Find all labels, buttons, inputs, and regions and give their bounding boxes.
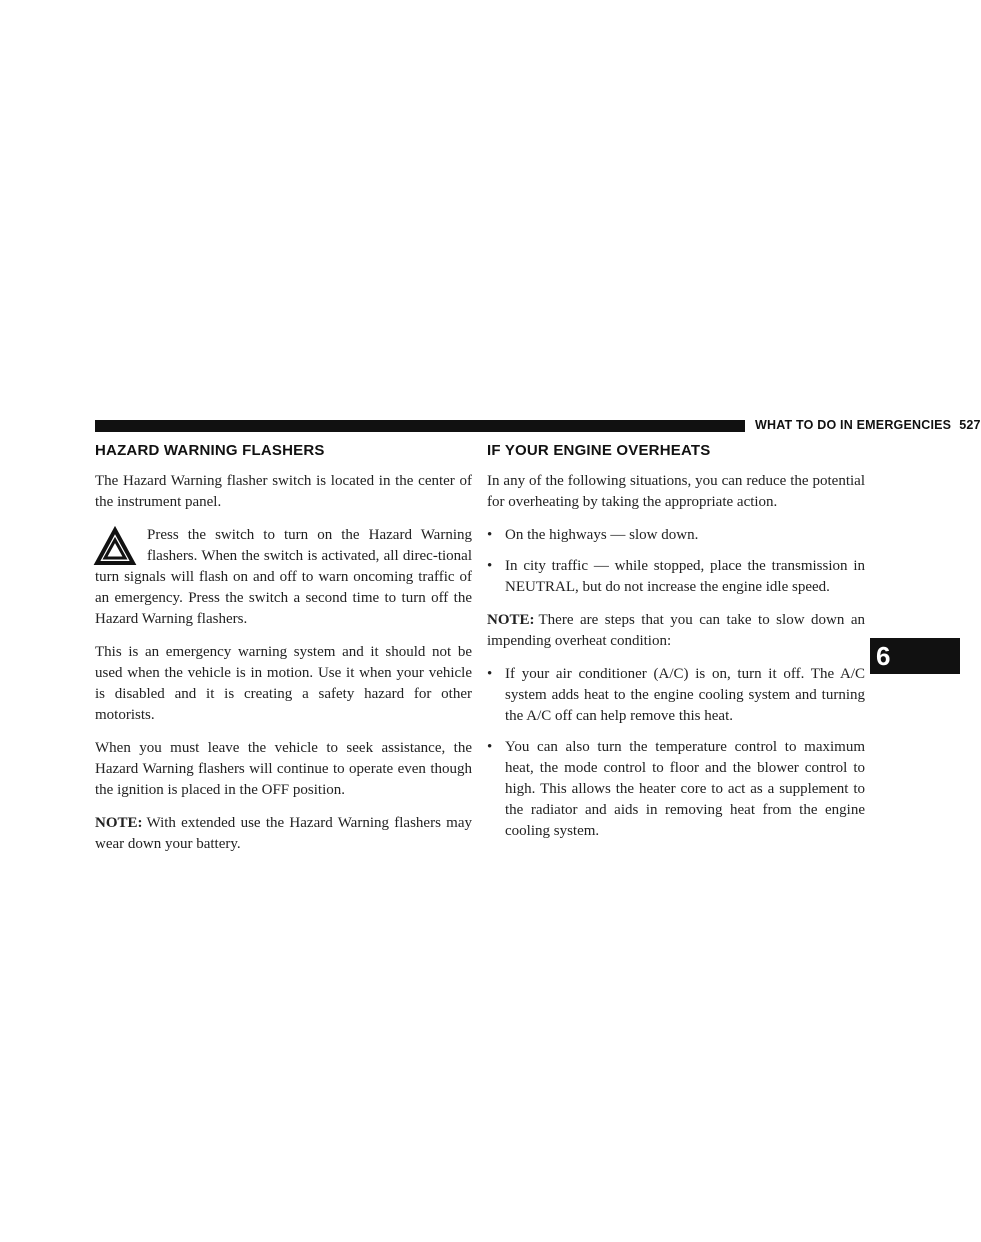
- list-item: • You can also turn the temperature control to maximum heat, the mode control to floor and the blower control to high. This allows the heater core to act as a supplement to the radiator and aids in removing heat from the engine cooling system.: [487, 739, 865, 839]
- bullet-icon: •: [487, 527, 493, 543]
- overheat-note: [487, 610, 865, 652]
- note-text: With extended use the Hazard Warning flashers may wear down your battery.: [95, 815, 472, 852]
- hazard-location-paragraph: The Hazard Warning flasher switch is located in the center of the instrument panel.: [95, 473, 472, 510]
- hazard-switch-paragraph: [95, 525, 472, 630]
- note-label: NOTE:: [95, 815, 143, 831]
- header-rule: [95, 420, 745, 432]
- list-item: • On the highways — slow down.: [487, 525, 865, 546]
- hazard-note: [95, 813, 472, 855]
- overheat-steps-list: [487, 664, 865, 842]
- note-text: There are steps that you can take to slow down an impending overheat condition:: [487, 612, 865, 649]
- overheat-situation-list: [487, 525, 865, 598]
- list-item: • If your air conditioner (A/C) is on, turn it off. The A/C system adds heat to the engine cooling system and turning the A/C off can help remove this heat.: [487, 666, 865, 724]
- right-column: [487, 442, 865, 854]
- hazard-leave-vehicle-paragraph: When you must leave the vehicle to seek assistance, the Hazard Warning flashers will continue to operate even though the ignition is placed in the OFF position.: [95, 740, 472, 798]
- bullet-icon: •: [487, 739, 493, 755]
- bullet-icon: •: [487, 558, 493, 574]
- left-column: [95, 442, 472, 867]
- note-label: NOTE:: [487, 612, 535, 628]
- page-number: 527: [959, 418, 981, 432]
- section-title: WHAT TO DO IN EMERGENCIES: [755, 418, 952, 432]
- hazard-usage-paragraph: This is an emergency warning system and it should not be used when the vehicle is in motion. Use it when your vehicle is disabled and it is creating a safety hazard for other motorists.: [95, 644, 472, 723]
- overheat-heading: IF YOUR ENGINE OVERHEATS: [487, 442, 711, 459]
- bullet-icon: •: [487, 666, 493, 682]
- list-item: • In city traffic — while stopped, place the transmission in NEUTRAL, but do not increase the engine idle speed.: [487, 558, 865, 595]
- running-header: [755, 418, 981, 432]
- overheat-intro: In any of the following situations, you can reduce the potential for overheating by taking the appropriate action.: [487, 473, 865, 510]
- hazard-triangle-icon: [95, 527, 135, 567]
- chapter-tab: 6: [870, 638, 960, 674]
- hazard-heading: HAZARD WARNING FLASHERS: [95, 442, 325, 459]
- hazard-switch-text: Press the switch to turn on the Hazard Warning flashers. When the switch is activated, all direc-tional turn signals will flash on and off to warn oncoming traffic of an emergency. Press the switch a second time to turn off the Hazard Warning flashers.: [95, 527, 472, 627]
